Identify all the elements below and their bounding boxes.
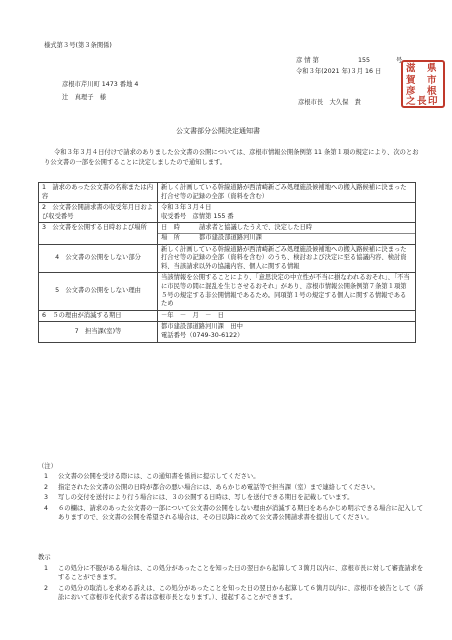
seal-char: 彦 bbox=[406, 86, 416, 97]
seal-char: 印 bbox=[428, 96, 438, 107]
row-value: 日 時 請求者と協議したうえで、決定した日時 場 所 都市建設部道路河川課 bbox=[158, 223, 416, 244]
recipient-name: 辻 真理子 様 bbox=[62, 94, 107, 101]
official-seal bbox=[401, 60, 445, 108]
note-item: 4 ６の欄は、請求のあった公文書の一部について公文書の公開をしない理由が消滅する期日をあらかじめ明示できる場合に記入してありますので、公文書の公開を希望される場合は、その日以降に改めて公文書公開請求書を提出してください。 bbox=[44, 504, 424, 521]
recipient-address: 彦根市芹川町 1473 番地 4 bbox=[62, 81, 139, 88]
instruction-item: 2 この処分の取消しを求める訴えは、この処分があったことを知った日の翌日から起算して６箇月以内に、彦根市を被告として（訴訟において彦根市を代表する者は彦根市長となります。）、提起することができます。 bbox=[44, 584, 424, 601]
seal-char: 賀 bbox=[406, 75, 416, 86]
doc-number-prefix: 彦 情 第 bbox=[296, 57, 319, 64]
row-label: 2 公文書公開請求書の収受年月日および収受番号 bbox=[39, 203, 158, 223]
seal-char: 市 bbox=[427, 75, 437, 86]
doc-number-suffix: 号 bbox=[396, 57, 403, 64]
row-label: 4 公文書の公開をしない部分 bbox=[39, 244, 158, 273]
row-value: 当該情報を公開することにより、「意思決定の中立性が不当に損なわれるおそれ」、「不当に市民等の間に混乱を生じさせるおそれ」があり、彦根市情報公開条例第７条第１項第５号の規定する非公開情報であるため。同項第１号の規定する個人に関する情報であるため bbox=[158, 273, 416, 310]
seal-char: 県 bbox=[427, 63, 437, 74]
table-row bbox=[39, 223, 416, 244]
decision-table bbox=[38, 182, 416, 343]
seal-char: 之 bbox=[406, 96, 416, 107]
row-value: －年 － 月 － 日 bbox=[158, 310, 416, 322]
table-row bbox=[39, 310, 416, 322]
row-label: 1 請求のあった公文書の名称または内容 bbox=[39, 183, 158, 203]
row-value: 都市建設部道路河川課 田中 電話番号（0749-30-6122） bbox=[158, 322, 416, 342]
row-label: 3 公文書を公開する日時および場所 bbox=[39, 223, 158, 244]
table-row bbox=[39, 203, 416, 223]
seal-char: 根 bbox=[427, 86, 437, 97]
note-item: 2 指定された公文書の公開の日時が都合の悪い場合には、あらかじめ電話等で担当課（室）まで連絡してください。 bbox=[44, 483, 380, 491]
document-title: 公文書部分公開決定通知書 bbox=[176, 127, 260, 135]
instruction-section bbox=[38, 553, 428, 603]
table-row bbox=[39, 244, 416, 273]
table-row bbox=[39, 322, 416, 342]
intro-paragraph: 令和３年３月４日付けで請求のありました公文書の公開については、彦根市情報公開条例第 11 条第１項の規定により、次のとおり公文書の一部を公開することに決定しましたので通知します。 bbox=[44, 149, 419, 166]
issue-date: 令和３年(2021 年)３月 16 日 bbox=[296, 68, 382, 75]
note-item: 3 写しの交付を送付により行う場合には、３の公開する日時は、写しを送付できる期日を記載しています。 bbox=[44, 494, 354, 501]
row-value: 新しく計画している幹線道路が西清崎新ごみ処理施設候補地への搬入路候補に決まった打合せ等の記録の全部（資料を含む） bbox=[158, 183, 416, 203]
notes-header: （注） bbox=[38, 463, 57, 470]
row-label: 6 ５の理由が消滅する期日 bbox=[39, 310, 158, 322]
instruction-item: 1 この処分に不服がある場合は、この処分があったことを知った日の翌日から起算して３箇月以内に、彦根市長に対して審査請求をすることができます。 bbox=[44, 565, 424, 581]
row-label: 5 公文書の公開をしない理由 bbox=[39, 273, 158, 310]
notes-section bbox=[38, 462, 428, 523]
row-value: 令和３年３月４日 収受番号 彦情第 155 番 bbox=[158, 203, 416, 223]
sender-name: 彦根市長 大久保 貴 bbox=[298, 99, 361, 106]
doc-number: 155 bbox=[358, 57, 371, 64]
table-row bbox=[39, 273, 416, 310]
row-value: 新しく計画している幹線道路が西清崎新ごみ処理施設候補地への搬入路候補に決まった打合せ等の記録の全部（資料を含む）のうち、検討および決定に至る協議内容、検討資料、当該請求以外の協議内容、個人に関する情報 bbox=[158, 244, 416, 273]
seal-char: 長 bbox=[417, 96, 427, 107]
form-label: 様式第３号(第３条関係) bbox=[44, 42, 112, 49]
note-item: 1 公文書の公開を受ける際には、この通知書を係員に提示してください。 bbox=[44, 473, 260, 480]
seal-char: 滋 bbox=[406, 63, 416, 74]
table-row bbox=[39, 183, 416, 203]
instruction-header: 教示 bbox=[38, 554, 51, 561]
row-label: 7 担当課(室)等 bbox=[39, 322, 158, 342]
